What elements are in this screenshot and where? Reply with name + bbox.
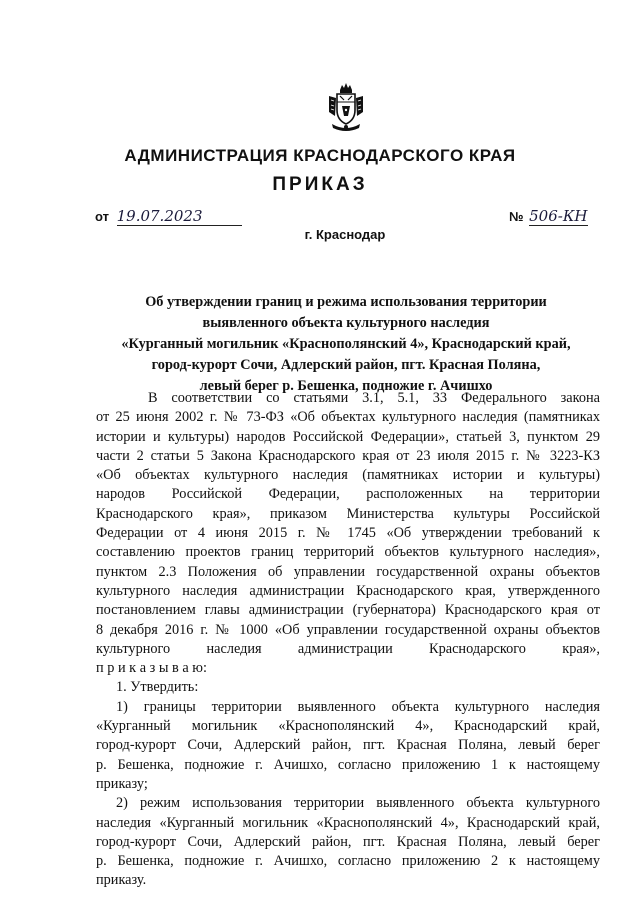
body-line: Краснодарского края», приказом Министерства культуры Российской bbox=[96, 505, 600, 522]
body-line: В соответствии со статьями 3.1, 5.1, 33 Федерального закона bbox=[148, 390, 600, 406]
krasnodar-coat-of-arms-icon bbox=[326, 82, 366, 134]
body-line: р. Бешенка, подножие г. Ачишхо, согласно приложению 2 к настоящему bbox=[96, 853, 600, 870]
body-line: приказу; bbox=[96, 775, 148, 792]
heading-line: выявленного объекта культурного наследия bbox=[202, 315, 490, 331]
body-line: культурного наследия администрации Краснодарского края, утвержденного bbox=[96, 582, 600, 599]
document-body bbox=[96, 389, 600, 891]
body-line: «Об объектах культурного наследия (памятниках истории и культуры) bbox=[96, 467, 600, 484]
number-field bbox=[509, 207, 588, 226]
body-line: истории и культуры) народов Российской Федерации», статьей 3, пунктом 29 bbox=[96, 428, 600, 445]
organization-title: АДМИНИСТРАЦИЯ КРАСНОДАРСКОГО КРАЯ bbox=[124, 146, 516, 165]
city-label: г. Краснодар bbox=[304, 227, 386, 242]
body-line: 1) границы территории выявленного объекта культурного наследия bbox=[116, 698, 600, 715]
body-line: р. Бешенка, подножие г. Ачишхо, согласно приложению 1 к настоящему bbox=[96, 756, 600, 773]
item-heading: 1. Утвердить: bbox=[116, 679, 199, 696]
body-line: 8 декабря 2016 г. № 1000 «Об управлении государственной охраны объектов bbox=[96, 621, 600, 638]
body-line: «Курганный могильник «Краснополянский 4», Краснодарский край, bbox=[96, 718, 600, 735]
handwritten-date: 19.07.2023 bbox=[117, 207, 242, 226]
body-line: от 25 июня 2002 г. № 73-ФЗ «Об объектах культурного наследия (памятниках bbox=[96, 409, 600, 426]
body-line: 2) режим использования территории выявленного объекта культурного bbox=[116, 795, 600, 812]
body-line: пунктом 2.3 Положения об управлении государственной охраны объектов bbox=[96, 563, 600, 580]
number-prefix: № bbox=[509, 209, 524, 224]
body-line: части 2 статьи 5 Закона Краснодарского края от 23 июля 2015 г. № 3223-КЗ bbox=[96, 447, 600, 464]
heading-line: город-курорт Сочи, Адлерский район, пгт. Красная Поляна, bbox=[151, 357, 541, 373]
order-word: п р и к а з ы в а ю: bbox=[96, 660, 207, 677]
body-line: постановлением главы администрации (губернатора) Краснодарского края от bbox=[96, 602, 600, 619]
heading-line: «Курганный могильник «Краснополянский 4», Краснодарский край, bbox=[121, 336, 571, 352]
date-field bbox=[95, 207, 242, 226]
heading-line: Об утверждении границ и режима использования территории bbox=[145, 294, 547, 310]
body-line: приказу. bbox=[96, 872, 147, 889]
body-line: наследия «Курганный могильник «Краснополянский 4», Краснодарский край, bbox=[96, 814, 600, 831]
body-line: народов Российской Федерации, расположенных на территории bbox=[96, 486, 600, 503]
body-line: город-курорт Сочи, Адлерский район, пгт. Красная Поляна, левый берег bbox=[96, 833, 600, 850]
body-line: составлению проектов границ территорий объектов культурного наследия», bbox=[96, 544, 600, 561]
body-line: культурного наследия администрации Краснодарского края», bbox=[96, 640, 600, 657]
document-type: ПРИКАЗ bbox=[272, 174, 368, 195]
body-line: Федерации от 4 июня 2015 г. № 1745 «Об утверждении требований к bbox=[96, 525, 600, 542]
handwritten-number: 506-КН bbox=[529, 207, 588, 225]
document-heading bbox=[100, 292, 592, 397]
date-prefix: от bbox=[95, 209, 109, 224]
heading-line: левый берег р. Бешенка, подножие г. Ачишхо bbox=[199, 378, 493, 394]
body-line: город-курорт Сочи, Адлерский район, пгт. Красная Поляна, левый берег bbox=[96, 737, 600, 754]
